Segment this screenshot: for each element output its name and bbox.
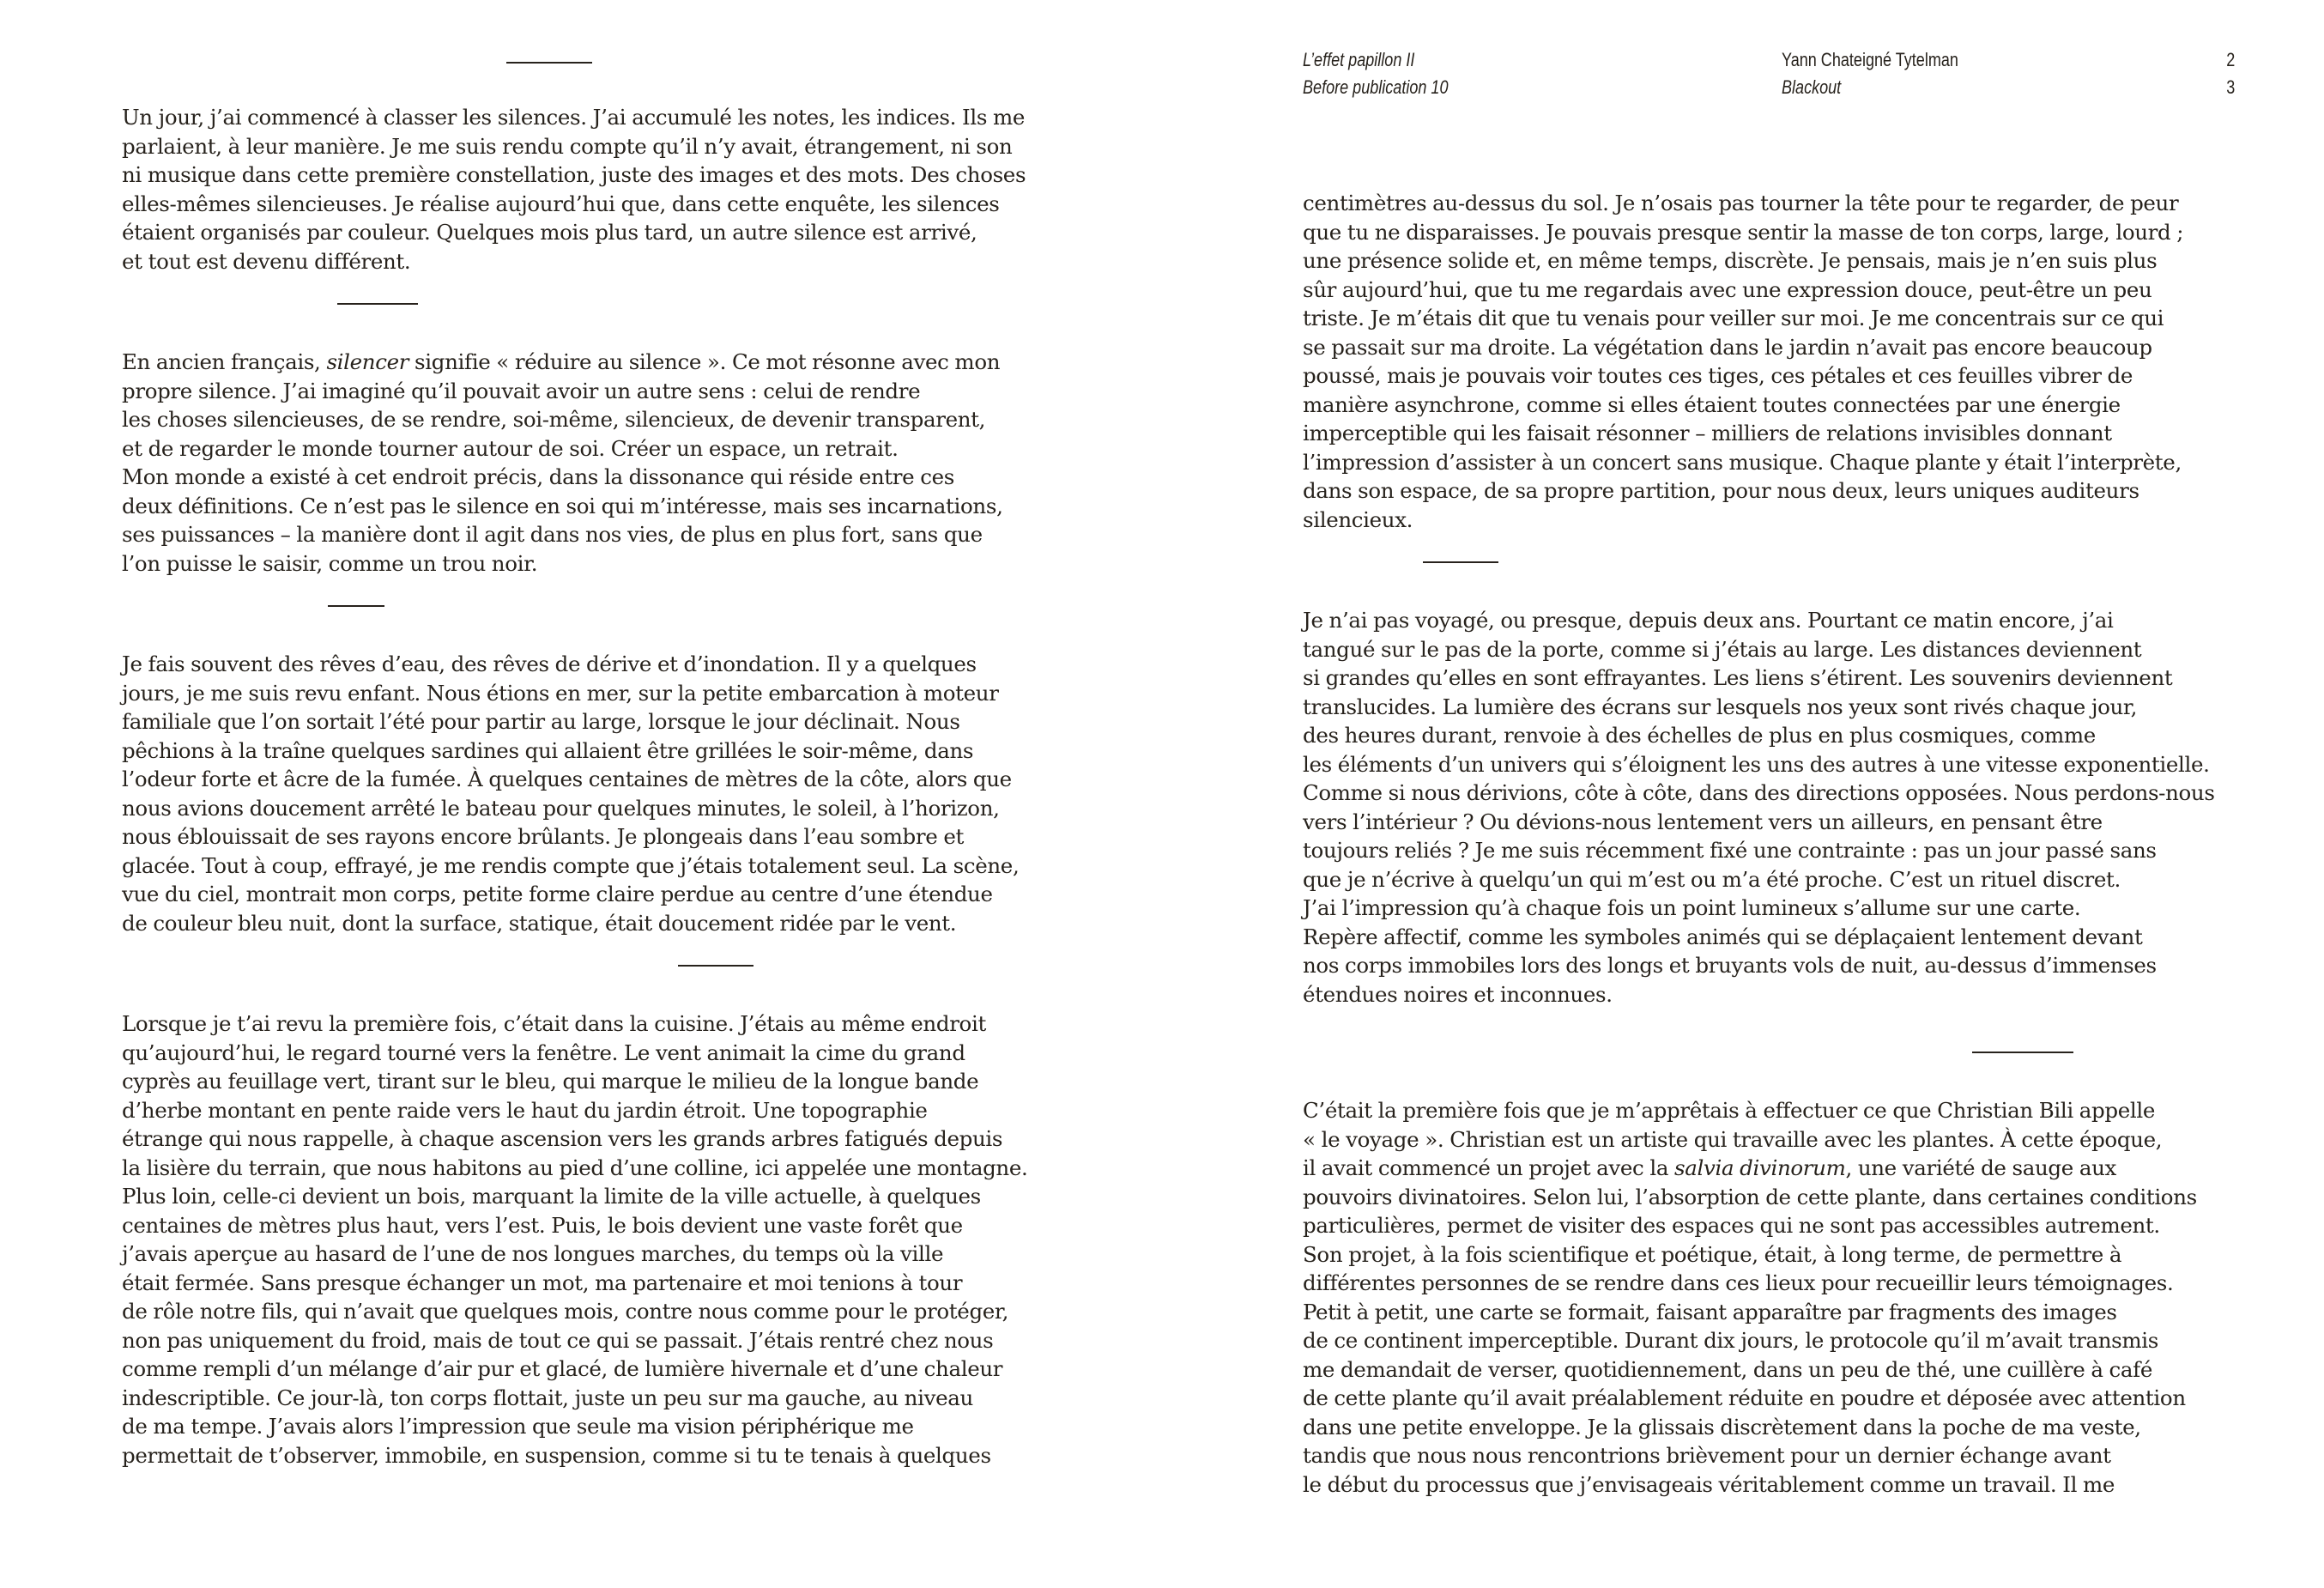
paragraph-kitchen: Lorsque je t’ai revu la première fois, c’était dans la cuisine. J’étais au même endroit qu’aujourd’hui, le regard tourné vers la fenêtre. Le vent animait la cime du grand cyprès au feuillage vert, tirant sur le bleu, qui marque le milieu de la longue bande d’herbe montant en pente raide vers le haut du jardin étroit. Une topographie étrange qui nous rappelle, à chaque ascension vers les grands arbres fatigués depuis la lisière du terrain, que nous habitons au pied d’une colline, ici appelée une montagne. Plus loin, celle-ci devient un bois, marquant la limite de la ville actuelle, à quelques centaines de mètres plus haut, vers l’est. Puis, le bois devient une vaste forêt que j’avais aperçue au hasard de l’une de nos longues marches, du temps où la ville était fermée. Sans presque échanger un mot, ma partenaire et moi tenions à tour de rôle notre fils, qui n’avait que quelques mois, contre nous comme pour le protéger, non pas uniquement du froid, mais de tout ce qui se passait. J’étais rentré chez nous comme rempli d’un mélange d’air pur et glacé, de lumière hivernale et d’une chaleur indescriptible. Ce jour-là, ton corps flottait, juste un peu sur ma gauche, au niveau de ma tempe. J’avais alors l’impression que seule ma vision périphérique me permettait de t’observer, immobile, en suspension, comme si tu te tenais à quelques bbox=[122, 1011, 1028, 1468]
paragraph-salvia-lead-end: , une variété de sauge aux bbox=[1845, 1155, 2117, 1180]
paragraph-salvia-body: pouvoirs divinatoires. Selon lui, l’absorption de cette plante, dans certaines conditions particulières, permet de visiter des espaces qui ne sont pas accessibles autrement. Son projet, à la fois scientifique et poétique, était, à long terme, de permettre à différentes personnes de se rendre dans ces lieux pour recueillir leurs témoignages. Petit à petit, une carte se formait, faisant apparaître par fragments des images de ce continent imperceptible. Durant dix jours, le protocole qu’il m’avait transmis me demandait de verser, quotidiennement, dans un peu de thé, une cuillère à café de cette plante qu’il avait préalablement réduite en poudre et déposée avec attention dans une petite enveloppe. Je la glissais discrètement dans la poche de ma veste, tandis que nous nous rencontrions brièvement pour un dernier échange avant le début du processus que j’envisageais véritablement comme un travail. Il me bbox=[1303, 1184, 2197, 1497]
paragraph-salvia-lead: C’était la première fois que je m’apprêtais à effectuer ce que Christian Bili appelle « le voyage ». Christian est un artiste qui travaille avec les plantes. À cette époque, il avait commencé un projet avec la bbox=[1303, 1098, 2163, 1180]
right-column bbox=[1303, 189, 2230, 1499]
section-divider bbox=[678, 965, 753, 967]
section-divider bbox=[328, 605, 384, 607]
section-divider bbox=[506, 62, 592, 64]
chapter-title: Blackout bbox=[1782, 76, 1842, 98]
book-title: L’effet papillon II bbox=[1303, 49, 1415, 70]
section-divider bbox=[1423, 561, 1498, 563]
author-name: Yann Chateigné Tytelman bbox=[1782, 49, 1958, 70]
paragraph-silencer-body: propre silence. J’ai imaginé qu’il pouvait avoir un autre sens : celui de rendre les choses silencieuses, de se rendre, soi-même, silencieux, de devenir transparent, et de regarder le monde tourner autour de soi. Créer un espace, un retrait. Mon monde a existé à cet endroit précis, dans la dissonance qui réside entre ces deux définitions. Ce n’est pas le silence en soi qui m’intéresse, mais ses incarnations, ses puissances – la manière dont il agit dans nos vies, de plus en plus fort, sans que l’on puisse le saisir, comme un trou noir. bbox=[122, 378, 1003, 576]
paragraph-silences: Un jour, j’ai commencé à classer les silences. J’ai accumulé les notes, les indices. Ils me parlaient, à leur manière. Je me suis rendu compte qu’il n’y avait, étrangement, ni son ni musique dans cette première constellation, juste des images et des mots. Des choses elles-mêmes silencieuses. Je réalise aujourd’hui que, dans cette enquête, les silences étaient organisés par couleur. Quelques mois plus tard, un autre silence est arrivé, et tout est devenu différent. bbox=[122, 105, 1026, 274]
paragraph-silencer bbox=[122, 348, 1049, 578]
italic-word-silencer: silencer bbox=[326, 349, 409, 374]
italic-word-salvia: salvia divinorum bbox=[1674, 1155, 1846, 1180]
running-head-book bbox=[1303, 46, 1448, 101]
section-divider bbox=[337, 303, 418, 305]
paragraph-voyage: Je n’ai pas voyagé, ou presque, depuis deux ans. Pourtant ce matin encore, j’ai tangué sur le pas de la porte, comme si j’étais au large. Les distances deviennent si grandes qu’elles en sont effrayantes. Les liens s’étirent. Les souvenirs deviennent translucides. La lumière des écrans sur lesquels nos yeux sont rivés chaque jour, des heures durant, renvoie à des échelles de plus en plus cosmiques, comme les éléments d’un univers qui s’éloignent les uns des autres à une vitesse exponentielle. Comme si nous dérivions, côte à côte, dans des directions opposées. Nous perdons-nous vers l’intérieur ? Ou dévions-nous lentement vers un ailleurs, en pensant être toujours reliés ? Je me suis récemment fixé une contrainte : pas un jour passé sans que je n’écrive à quelqu’un qui m’est ou m’a été proche. C’est un rituel discret. J’ai l’impression qu’à chaque fois un point lumineux s’allume sur une carte. Repère affectif, comme les symboles animés qui se déplaçaient lentement devant nos corps immobiles lors des longs et bruyants vols de nuit, au-dessus d’immenses étendues noires et inconnues. bbox=[1303, 608, 2215, 1007]
section-divider bbox=[1972, 1052, 2073, 1053]
paragraph-dreams: Je fais souvent des rêves d’eau, des rêves de dérive et d’inondation. Il y a quelques jours, je me suis revu enfant. Nous étions en mer, sur la petite embarcation à moteur familiale que l’on sortait l’été pour partir au large, lorsque le jour déclinait. Nous pêchions à la traîne quelques sardines qui allaient être grillées le soir-même, dans l’odeur forte et âcre de la fumée. À quelques centaines de mètres de la côte, alors que nous avions doucement arrêté le bateau pour quelques minutes, le soleil, à l’horizon, nous éblouissait de ses rayons encore brûlants. Je plongeais dans l’eau sombre et glacée. Tout à coup, effrayé, je me rendis compte que j’étais totalement seul. La scène, vue du ciel, montrait mon corps, petite forme claire perdue au centre d’une étendue de couleur bleu nuit, dont la surface, statique, était doucement ridée par le vent. bbox=[122, 652, 1020, 936]
right-page bbox=[1162, 0, 2324, 1588]
paragraph-silencer-lead-end: signifie « réduire au silence ». Ce mot résonne avec mon bbox=[409, 349, 1001, 374]
paragraph-centimetres: centimètres au-dessus du sol. Je n’osais pas tourner la tête pour te regarder, de peur que tu ne disparaisses. Je pouvais presque sentir la masse de ton corps, large, lourd ; une présence solide et, en même temps, discrète. Je pensais, mais je n’en suis plus sûr aujourd’hui, que tu me regardais avec une expression douce, peut-être un peu triste. Je m’étais dit que tu venais pour veiller sur moi. Je me concentrais sur ce qui se passait sur ma droite. La végétation dans le jardin n’avait pas encore beaucoup poussé, mais je pouvais voir toutes ces tiges, ces pétales et ces feuilles vibrer de manière asynchrone, comme si elles étaient toutes connectées par une énergie imperceptible qui les faisait résonner – milliers de relations invisibles donnant l’impression d’assister à un concert sans musique. Chaque plante y était l’interprète, dans son espace, de sa propre partition, pour nous deux, leurs uniques auditeurs silencieux. bbox=[1303, 191, 2184, 532]
page-number-right: 3 bbox=[2225, 76, 2235, 98]
paragraph-silencer-lead: En ancien français, bbox=[122, 349, 327, 374]
paragraph-salvia bbox=[1303, 1096, 2230, 1499]
page-numbers bbox=[2226, 46, 2235, 101]
page-number-left: 2 bbox=[2225, 49, 2235, 70]
book-subtitle: Before publication 10 bbox=[1303, 76, 1449, 98]
running-head-author bbox=[1782, 46, 1958, 101]
left-column bbox=[122, 103, 1049, 1470]
